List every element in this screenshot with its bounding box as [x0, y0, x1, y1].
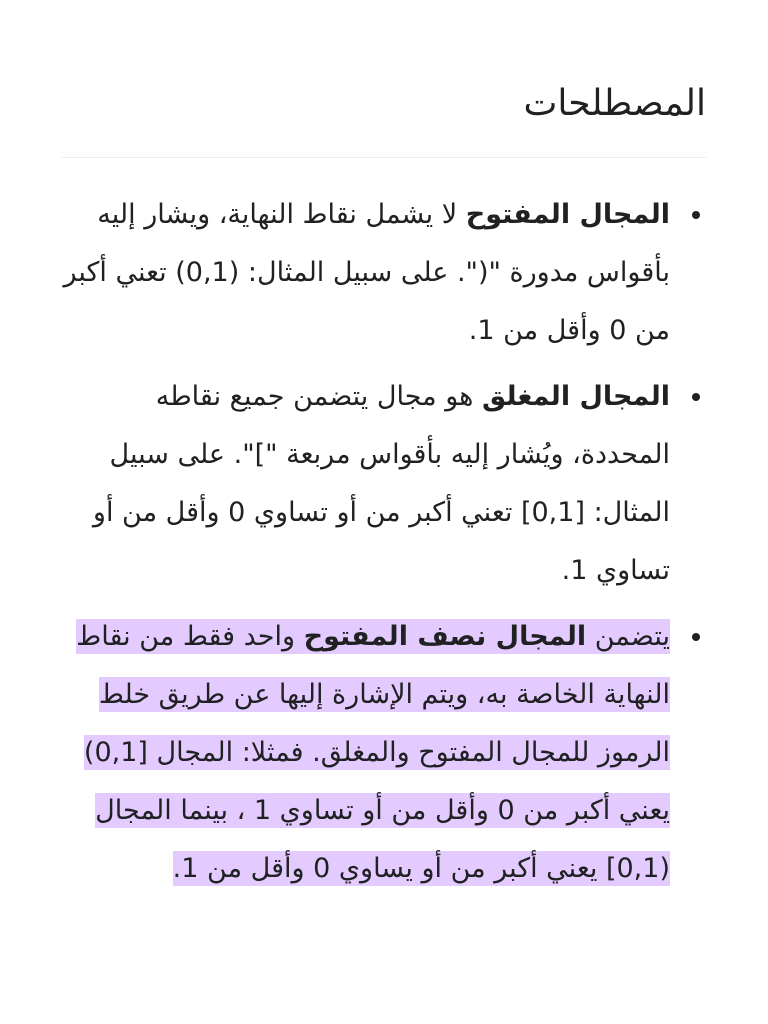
section-heading: المصطلحات: [523, 83, 706, 124]
item-description: لا يشمل نقاط النهاية، ويشار إليه بأقواس مدورة "(". على سبيل المثال: (0,1) تعني أكبر من 0 وأقل من 1.: [63, 199, 670, 346]
heading-divider: [62, 157, 706, 158]
term-closed-interval: المجال المغلق: [481, 381, 670, 412]
bullet-icon: [692, 393, 700, 401]
selected-text-highlight[interactable]: [76, 619, 670, 886]
terms-list: [62, 186, 706, 906]
item-description: هو مجال يتضمن جميع نقاطه المحددة، ويُشار إليه بأقواس مربعة "]". على سبيل المثال: [0,1] تعني أكبر من أو تساوي 0 وأقل من أو تساوي 1.: [92, 381, 670, 586]
term-open-interval: المجال المفتوح: [465, 199, 670, 230]
item-prefix: يتضمن: [586, 621, 670, 652]
bullet-icon: [692, 633, 700, 641]
list-item-half-open-interval[interactable]: [62, 608, 670, 898]
list-item-closed-interval: [62, 368, 670, 600]
list-item-open-interval: [62, 186, 670, 360]
bullet-icon: [692, 211, 700, 219]
item-text: [64, 199, 671, 346]
item-description: واحد فقط من نقاط النهاية الخاصة به، ويتم الإشارة إليها عن طريق خلط الرموز للمجال المفتوح والمغلق. فمثلا: المجال [0,1) يعني أكبر من 0 وأقل من أو تساوي 1 ، بينما المجال (0,1] يعني أكبر من أو يساوي 0 وأقل من 1.: [76, 621, 670, 884]
term-half-open-interval: المجال نصف المفتوح: [303, 621, 587, 652]
item-text: [93, 381, 670, 586]
